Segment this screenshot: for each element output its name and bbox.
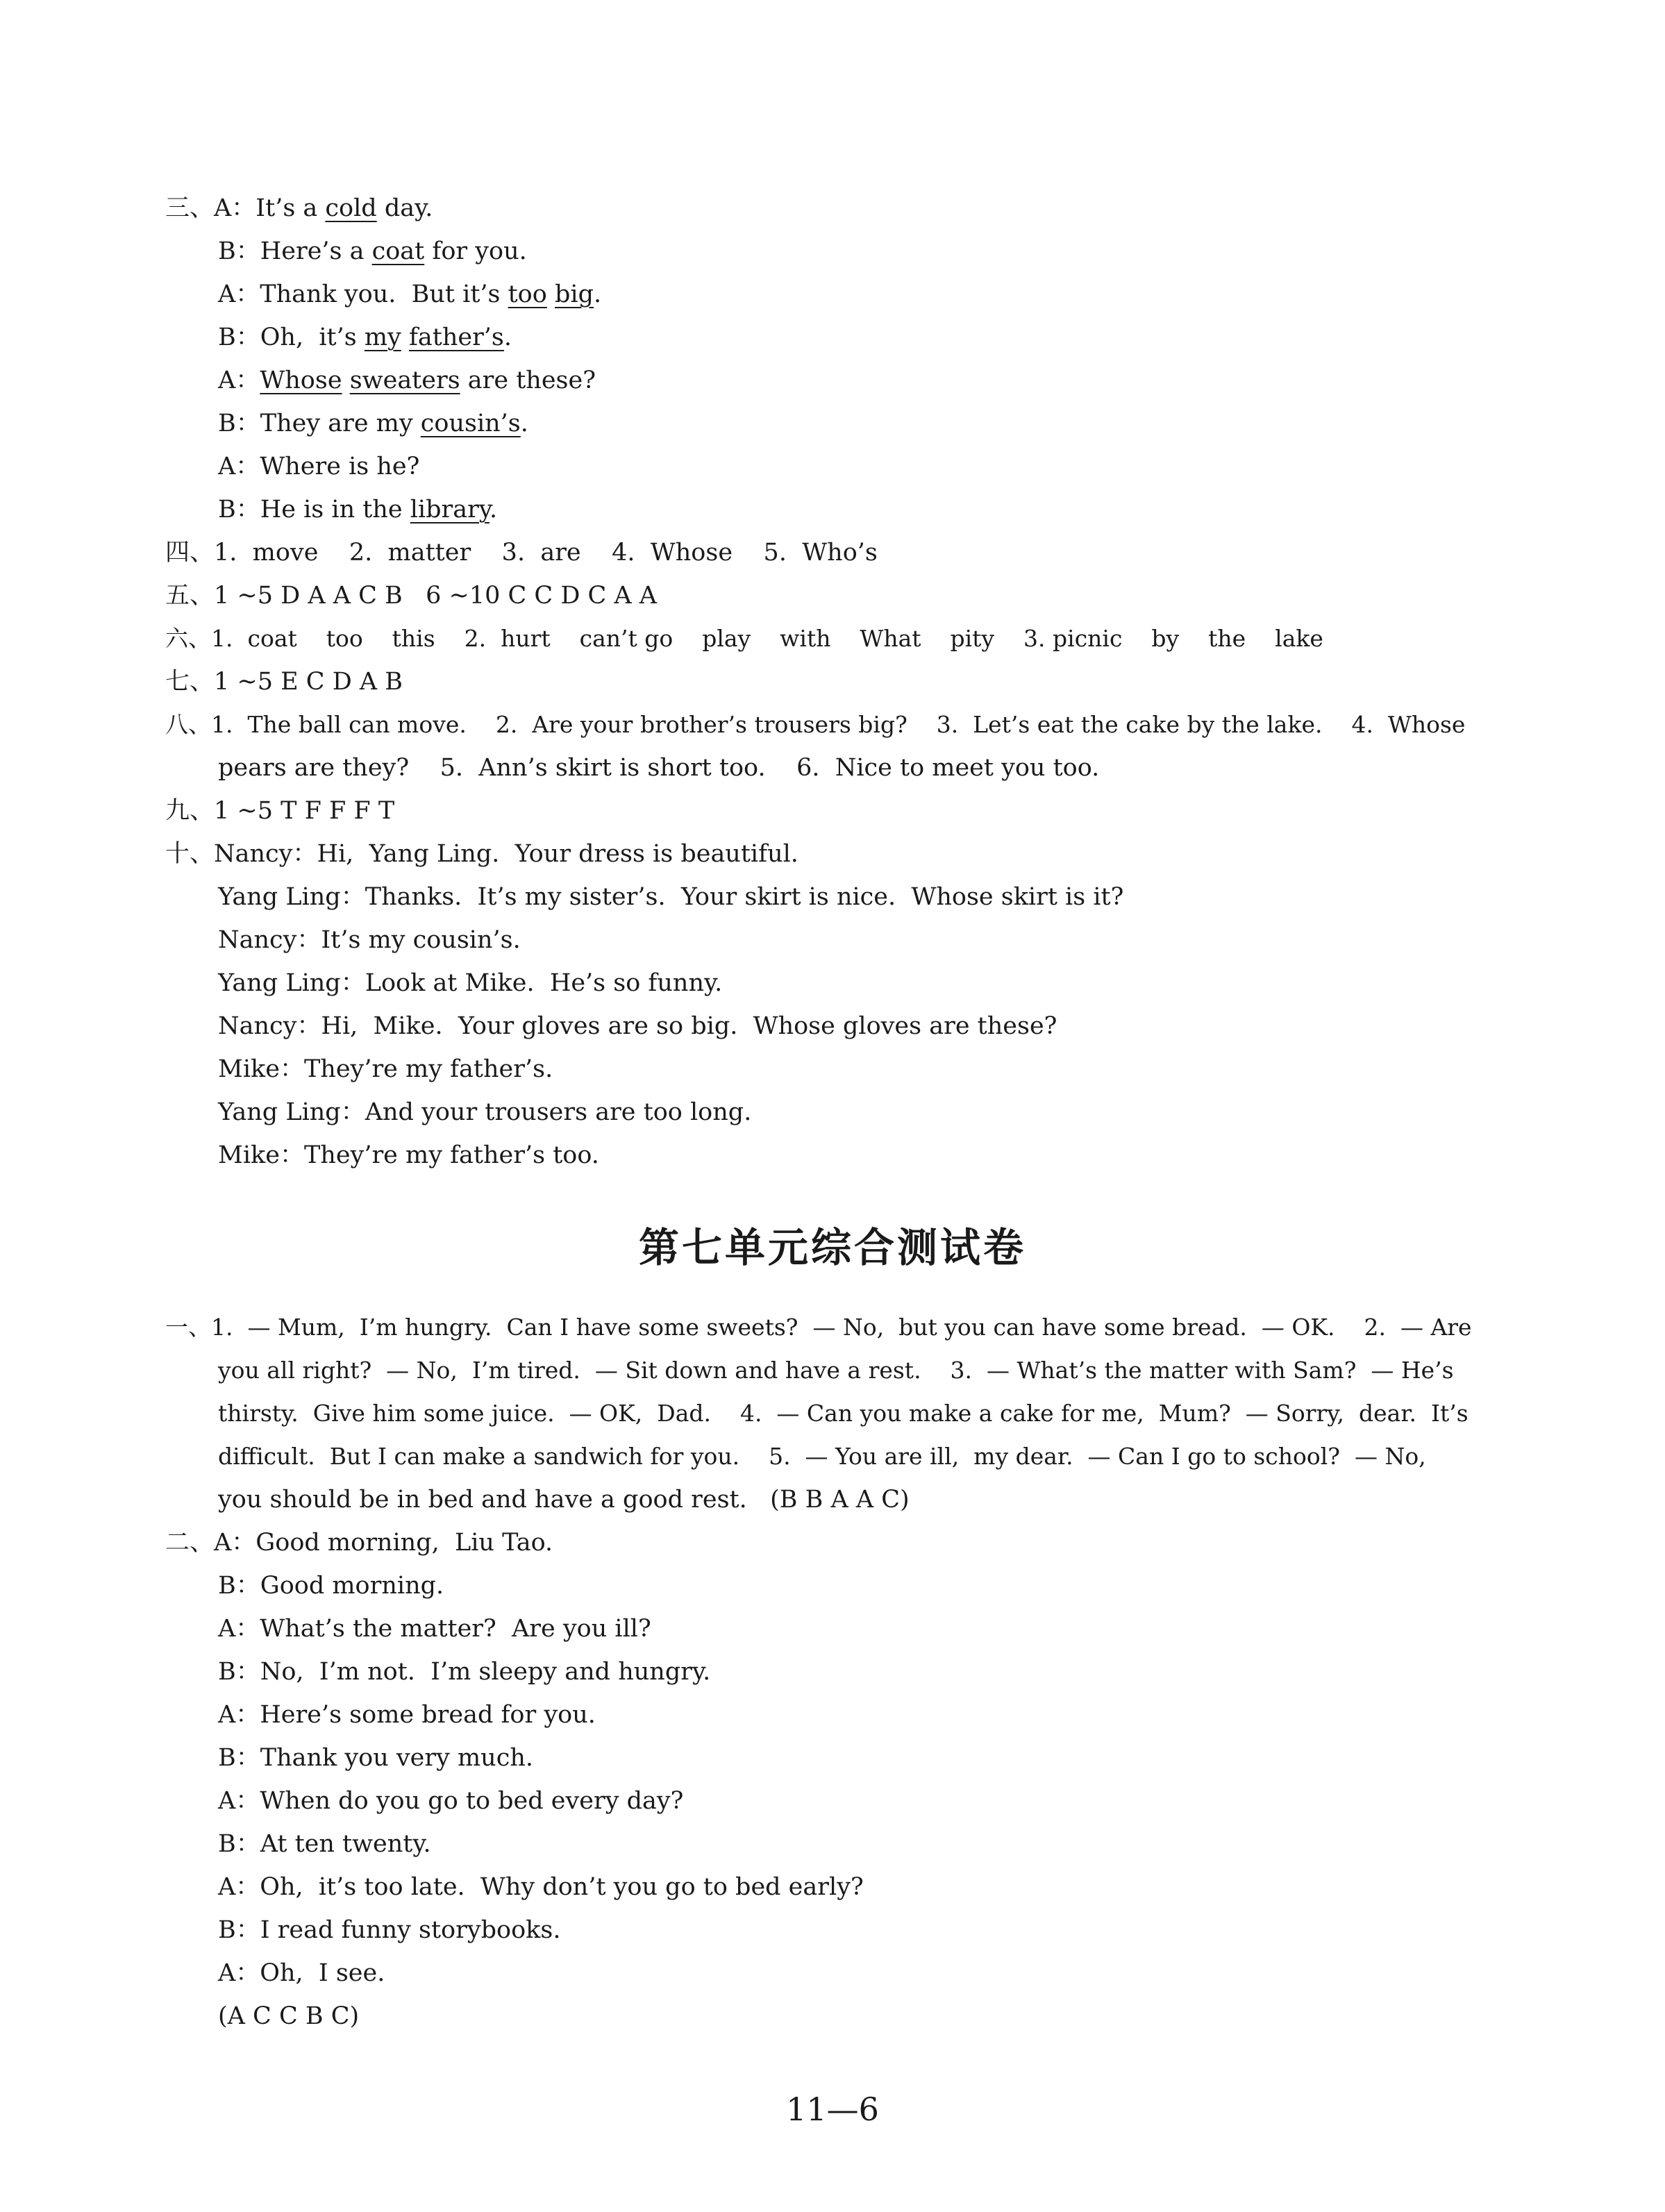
sec3-line-1: 三、A：It’s a cold day.	[165, 194, 433, 222]
u7s2-line-5: A：Here’s some bread for you.	[218, 1701, 596, 1729]
sec10-line-4: Yang Ling：Look at Mike. He’s so funny.	[218, 969, 723, 997]
sec10-line-7: Yang Ling：And your trousers are too long.	[218, 1098, 752, 1126]
sec4-answers: 四、1. move 2. matter 3. are 4. Whose 5. Who’s	[165, 539, 878, 567]
sec10-line-6: Mike：They’re my father’s.	[218, 1055, 553, 1083]
sec6-answers: 六、1. coat too this 2. hurt can’t go play with What pity 3. picnic by the lake	[165, 625, 1323, 652]
sec8-line-2: pears are they? 5. Ann’s skirt is short too. 6. Nice to meet you too.	[218, 754, 1100, 782]
u7s2-line-4: B：No, I’m not. I’m sleepy and hungry.	[218, 1658, 711, 1686]
sec3-line-8: B：He is in the library.	[218, 496, 498, 523]
u7s1-line-3: thirsty. Give him some juice. — OK, Dad. 4. — Can you make a cake for me, Mum? — Sorry, dear. It’s	[218, 1400, 1469, 1427]
sec3-line-7: A：Where is he?	[218, 453, 420, 480]
sec8-line-1: 八、1. The ball can move. 2. Are your brother’s trousers big? 3. Let’s eat the cake by the lake. 4. Whose	[165, 711, 1466, 738]
u7s2-line-1: 二、A：Good morning, Liu Tao.	[165, 1529, 553, 1557]
sec3-line-5: A：Whose sweaters are these?	[218, 367, 596, 394]
u7s2-line-10: B：I read funny storybooks.	[218, 1916, 561, 1944]
u7s2-line-2: B：Good morning.	[218, 1572, 444, 1600]
u7s1-line-1: 一、1. — Mum, I’m hungry. Can I have some sweets? — No, but you can have some bread. — OK. 2. — Are	[165, 1314, 1472, 1341]
sec9-answers: 九、1 ~5 T F F F T	[165, 797, 395, 825]
page-number: 11—6	[786, 2090, 879, 2128]
u7s2-line-11: A：Oh, I see.	[218, 1959, 385, 1987]
u7s2-line-7: A：When do you go to bed every day?	[218, 1787, 684, 1815]
u7s2-line-6: B：Thank you very much.	[218, 1744, 533, 1772]
sec10-line-8: Mike：They’re my father’s too.	[218, 1141, 599, 1169]
sec3-line-2: B：Here’s a coat for you.	[218, 237, 527, 265]
sec10-line-1: 十、Nancy：Hi, Yang Ling. Your dress is beautiful.	[165, 840, 798, 868]
u7s2-line-9: A：Oh, it’s too late. Why don’t you go to bed early?	[218, 1873, 864, 1901]
sec10-line-3: Nancy：It’s my cousin’s.	[218, 926, 521, 954]
u7s2-answer: (A C C B C)	[218, 2002, 360, 2030]
u7s2-line-3: A：What’s the matter? Are you ill?	[218, 1615, 651, 1643]
u7s1-line-2: you all right? — No, I’m tired. — Sit down and have a rest. 3. — What’s the matter with Sam? — He’s	[218, 1357, 1454, 1384]
u7s2-line-8: B：At ten twenty.	[218, 1830, 431, 1858]
u7s1-line-5: you should be in bed and have a good rest. (B B A A C)	[218, 1486, 910, 1514]
u7s1-line-4: difficult. But I can make a sandwich for you. 5. — You are ill, my dear. — Can I go to school? — No,	[218, 1443, 1426, 1470]
sec10-line-5: Nancy：Hi, Mike. Your gloves are so big. Whose gloves are these?	[218, 1012, 1057, 1040]
sec5-answers: 五、1 ~5 D A A C B 6 ~10 C C D C A A	[165, 582, 658, 610]
sec7-answers: 七、1 ~5 E C D A B	[165, 668, 403, 696]
sec3-line-4: B：Oh, it’s my father’s.	[218, 324, 512, 351]
sec3-line-3: A：Thank you. But it’s too big.	[218, 280, 602, 308]
sec10-line-2: Yang Ling：Thanks. It’s my sister’s. Your skirt is nice. Whose skirt is it?	[218, 883, 1124, 911]
unit7-title: 第七单元综合测试卷	[638, 1224, 1026, 1271]
sec3-line-6: B：They are my cousin’s.	[218, 410, 528, 437]
